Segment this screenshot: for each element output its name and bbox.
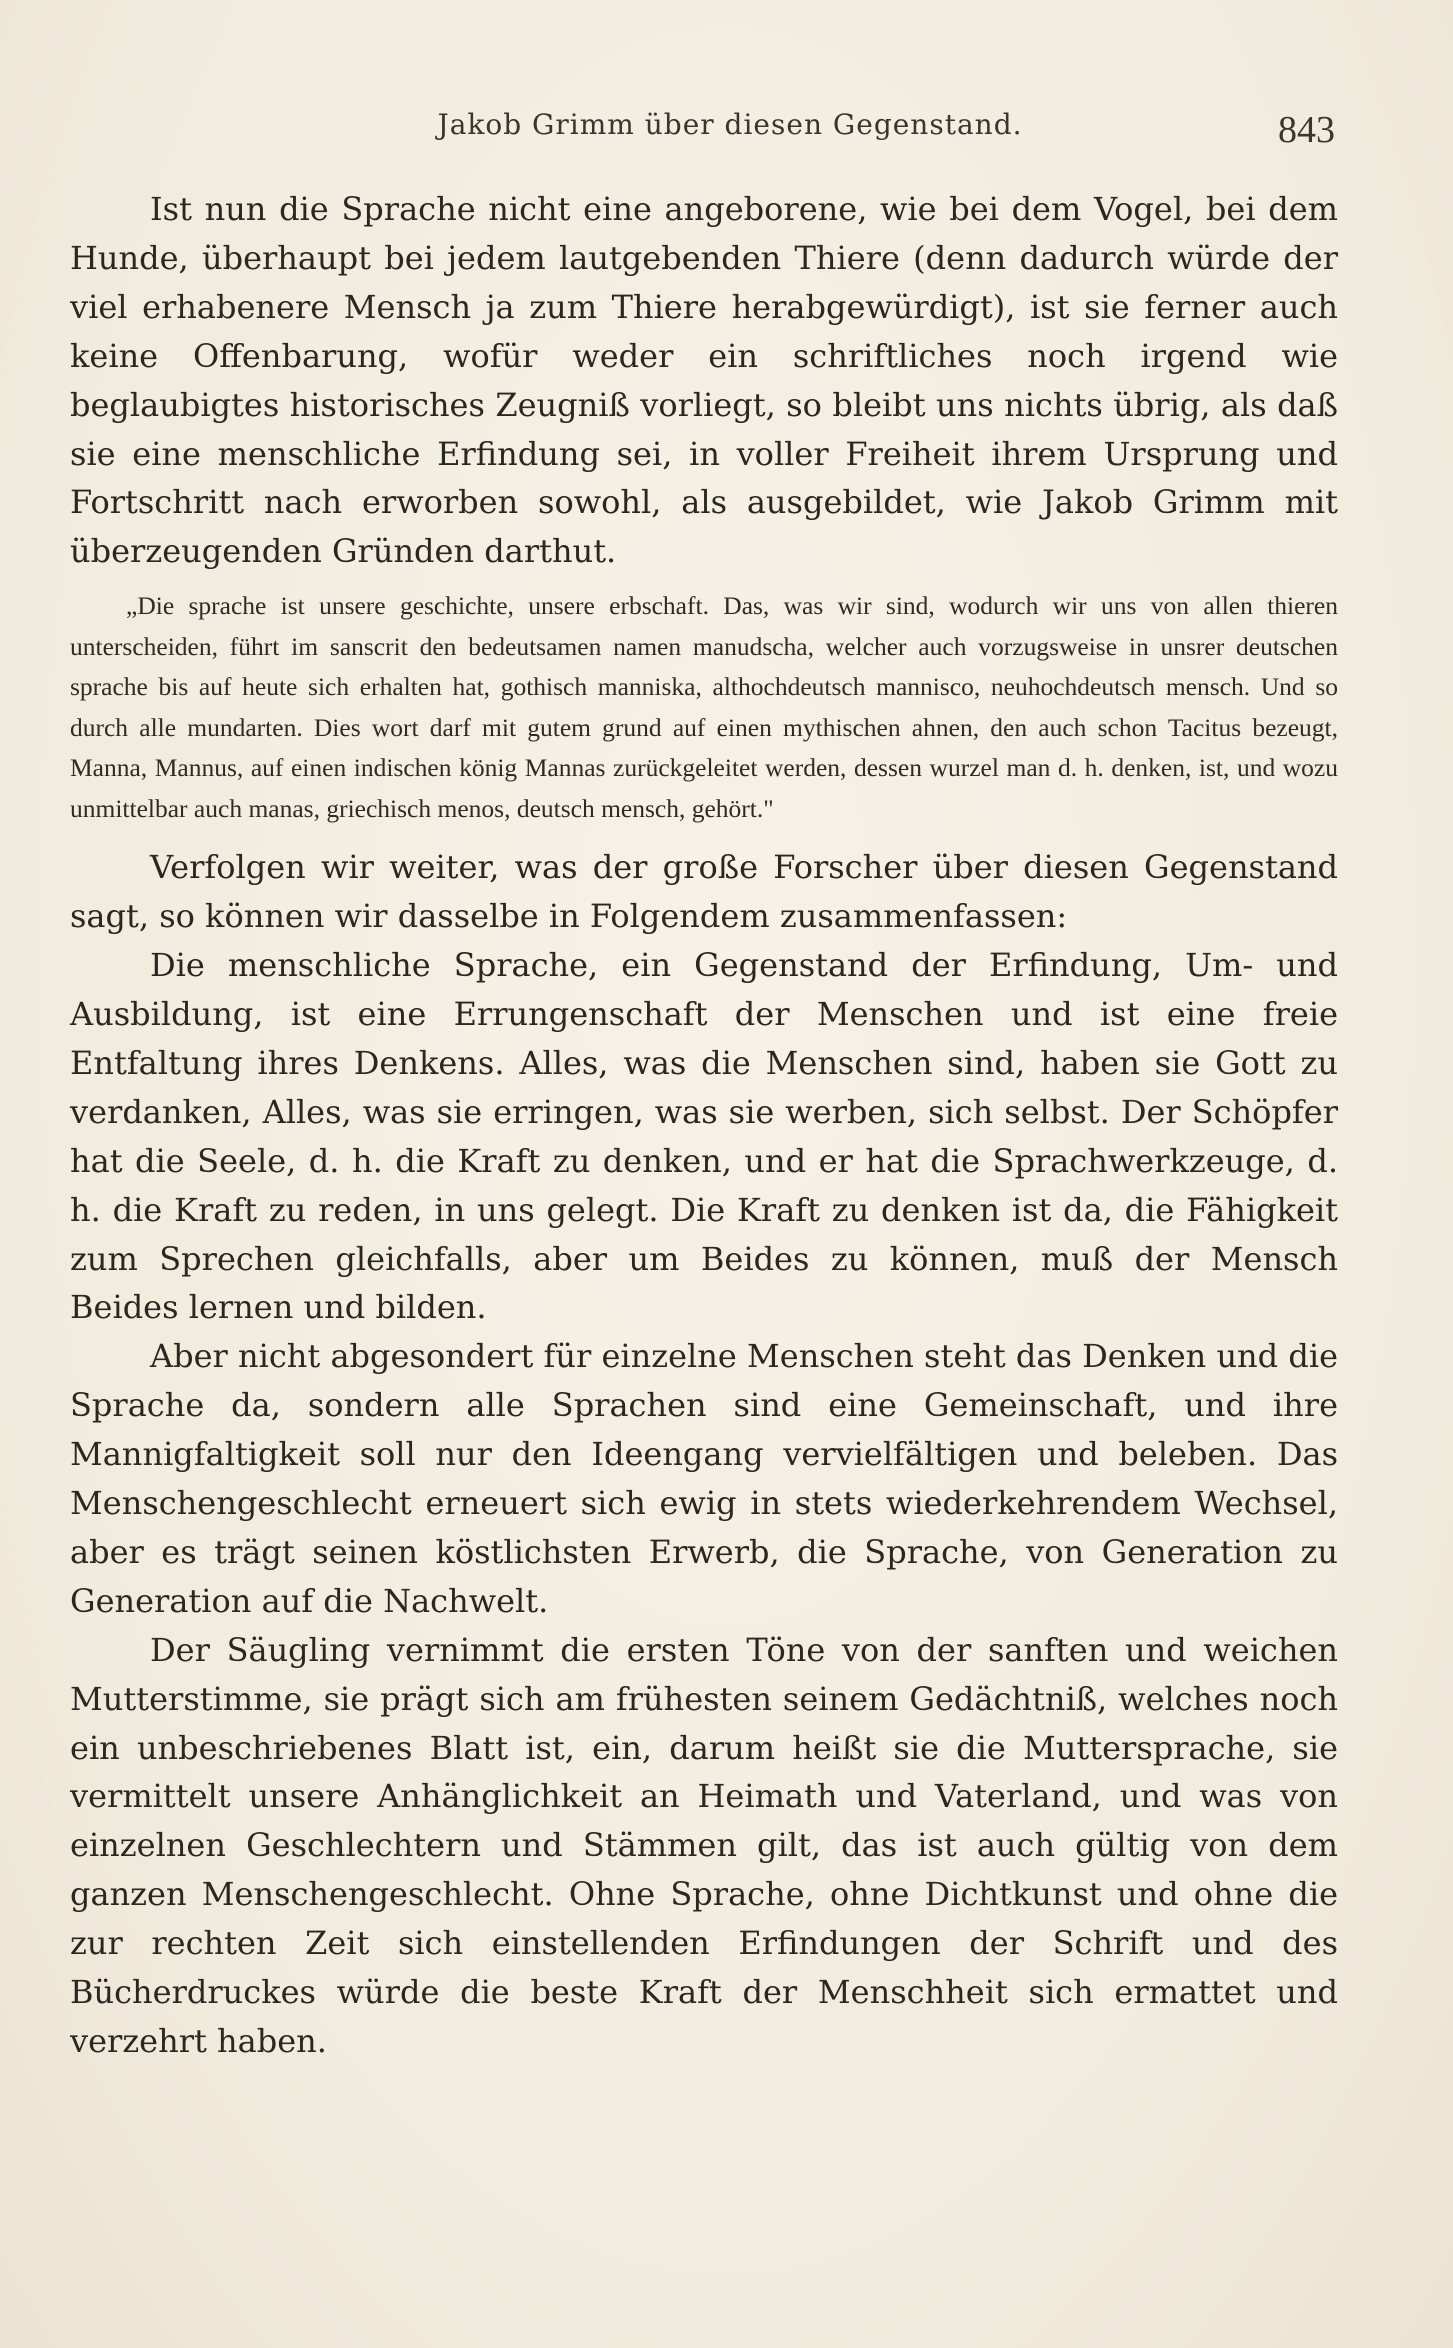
paragraph-4: Aber nicht abgesondert für einzelne Menschen steht das Denken und die Sprache da, sondern alle Sprachen sind eine Gemeinschaft, und ihre Mannigfaltigkeit soll nur den Ideengang vervielfältigen und beleben. Das Menschengeschlecht erneuert sich ewig in stets wiederkehrendem Wechsel, aber es trägt seinen köstlichsten Erwerb, die Sprache, von Generation zu Generation auf die Nachwelt. — [70, 1337, 1338, 1620]
page-number: 843 — [1278, 109, 1335, 151]
paragraph-1: Ist nun die Sprache nicht eine angeborene, wie bei dem Vogel, bei dem Hunde, überhaupt bei jedem lautgebenden Thiere (denn dadurch würde der viel erhabenere Mensch ja zum Thiere herabgewürdigt), ist sie ferner auch keine Offenbarung, wofür weder ein schriftliches noch irgend wie beglaubigtes historisches Zeugniß vorliegt, so bleibt uns nichts übrig, als daß sie eine menschliche Erfindung sei, in voller Freiheit ihrem Ursprung und Fortschritt nach erworben sowohl, als ausgebildet, wie Jakob Grimm mit überzeugenden Gründen darthut. — [70, 190, 1338, 571]
paragraph-3: Die menschliche Sprache, ein Gegenstand der Erfindung, Um- und Ausbildung, ist eine Errungenschaft der Menschen und ist eine freie Entfaltung ihres Denkens. Alles, was die Menschen sind, haben sie Gott zu verdanken, Alles, was sie erringen, was sie werben, sich selbst. Der Schöpfer hat die Seele, d. h. die Kraft zu denken, und er hat die Sprachwerkzeuge, d. h. die Kraft zu reden, in uns gelegt. Die Kraft zu denken ist da, die Fähigkeit zum Sprechen gleichfalls, aber um Beides zu können, muß der Mensch Beides lernen und bilden. — [70, 946, 1338, 1327]
body-text — [70, 185, 1338, 2066]
paragraph-2: Verfolgen wir weiter, was der große Forscher über diesen Gegenstand sagt, so können wir dasselbe in Folgendem zusammenfassen: — [70, 848, 1338, 936]
page-header — [0, 108, 1453, 158]
grimm-quote: „Die sprache ist unsere geschichte, unsere erbschaft. Das, was wir sind, wodurch wir uns von allen thieren unterscheiden, führt im sanscrit den bedeutsamen namen manudscha, welcher auch vorzugsweise in unsrer deutschen sprache bis auf heute sich erhalten hat, gothisch manniska, althochdeutsch mannisco, neuhochdeutsch mensch. Und so durch alle mundarten. Dies wort darf mit gutem grund auf einen mythischen ahnen, den auch schon Tacitus bezeugt, Manna, Mannus, auf einen indischen könig Mannas zurückgeleitet werden, dessen wurzel man d. h. denken, ist, und wozu unmittelbar auch manas, griechisch menos, deutsch mensch, gehört." — [70, 591, 1338, 823]
running-head: Jakob Grimm über diesen Gegenstand. — [437, 108, 1023, 141]
paragraph-5: Der Säugling vernimmt die ersten Töne von der sanften und weichen Mutterstimme, sie prägt sich am frühesten seinem Gedächtniß, welches noch ein unbeschriebenes Blatt ist, ein, darum heißt sie die Muttersprache, sie vermittelt unsere Anhänglichkeit an Heimath und Vaterland, und was von einzelnen Geschlechtern und Stämmen gilt, das ist auch gültig von dem ganzen Menschengeschlecht. Ohne Sprache, ohne Dichtkunst und ohne die zur rechten Zeit sich einstellenden Erfindungen der Schrift und des Bücherdruckes würde die beste Kraft der Menschheit sich ermattet und verzehrt haben. — [70, 1630, 1338, 2060]
